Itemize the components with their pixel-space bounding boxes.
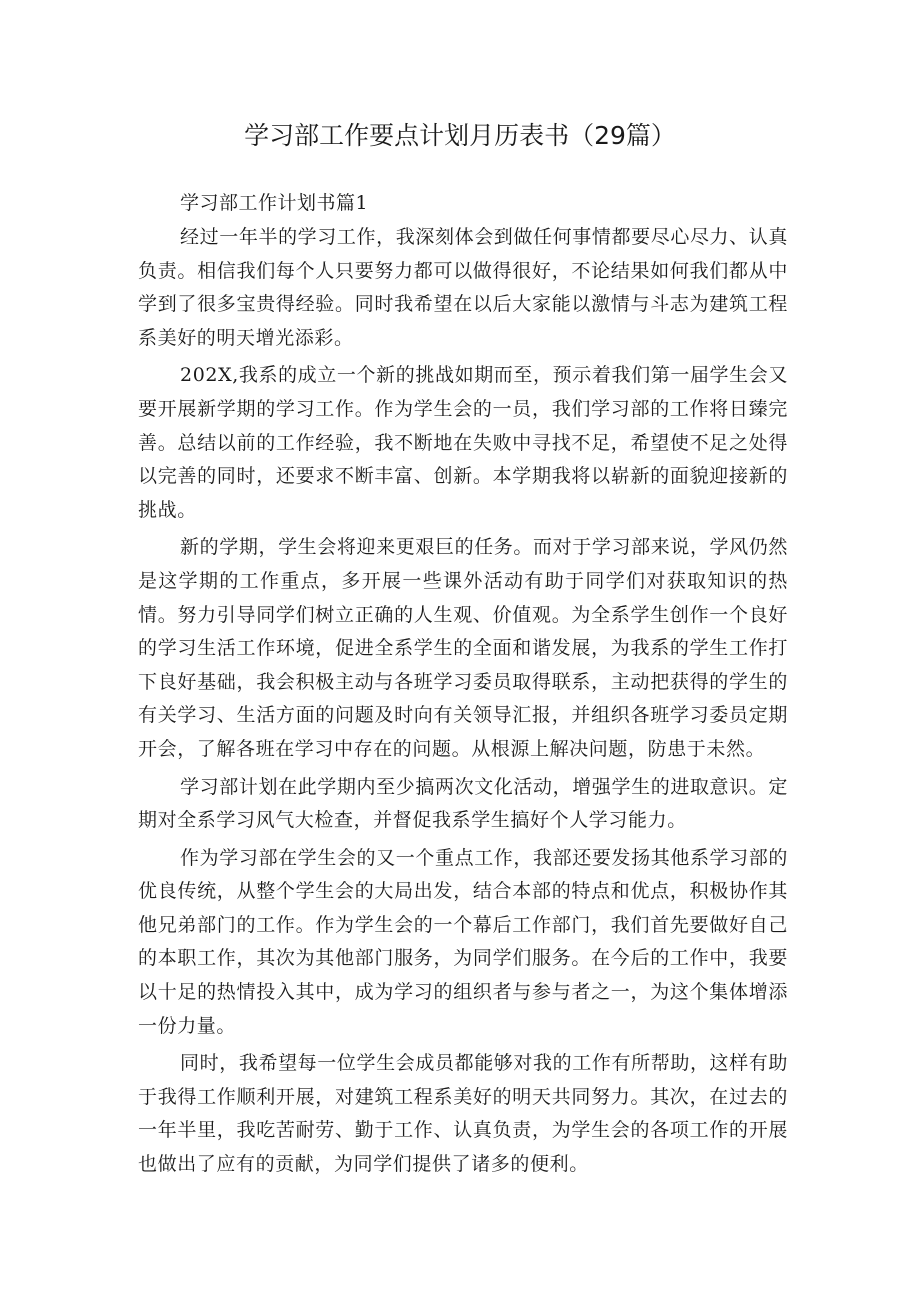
paragraph-3: 新的学期，学生会将迎来更艰巨的任务。而对于学习部来说，学风仍然是这学期的工作重点，多开展一些课外活动有助于同学们对获取知识的热情。努力引导同学们树立正确的人生观、价值观。为全系学生创作一个良好的学习生活工作环境，促进全系学生的全面和谐发展，为我系的学生工作打下良好基础，我会积极主动与各班学习委员取得联系，主动把获得的学生的有关学习、生活方面的问题及时向有关领导汇报，并组织各班学习委员定期开会，了解各班在学习中存在的问题。从根源上解决问题，防患于未然。 (138, 536, 788, 760)
paragraph-4: 学习部计划在此学期内至少搞两次文化活动，增强学生的进取意识。定期对全系学习风气大检查，并督促我系学生搞好个人学习能力。 (138, 775, 788, 832)
paragraph-6: 同时，我希望每一位学生会成员都能够对我的工作有所帮助，这样有助于我得工作顺利开展，对建筑工程系美好的明天共同努力。其次，在过去的一年半里，我吃苦耐劳、勤于工作、认真负责，为学生会的各项工作的开展也做出了应有的贡献，为同学们提供了诸多的便利。 (138, 1052, 788, 1176)
paragraph-1: 经过一年半的学习工作，我深刻体会到做任何事情都要尽心尽力、认真负责。相信我们每个人只要努力都可以做得很好，不论结果如何我们都从中学到了很多宝贵得经验。同时我希望在以后大家能以激情与斗志为建筑工程系美好的明天增光添彩。 (138, 226, 788, 349)
document-body (138, 186, 788, 1182)
paragraph-5: 作为学习部在学生会的又一个重点工作，我部还要发扬其他系学习部的优良传统，从整个学生会的大局出发，结合本部的特点和优点，积极协作其他兄弟部门的工作。作为学生会的一个幕后工作部门，我们首先要做好自己的本职工作，其次为其他部门服务，为同学们服务。在今后的工作中，我要以十足的热情投入其中，成为学习的组织者与参与者之一，为这个集体增添一份力量。 (138, 846, 788, 1037)
paragraph-2: 202X,我系的成立一个新的挑战如期而至，预示着我们第一届学生会又要开展新学期的学习工作。作为学生会的一员，我们学习部的工作将日臻完善。总结以前的工作经验，我不断地在失败中寻找不足，希望使不足之处得以完善的同时，还要求不断丰富、创新。本学期我将以崭新的面貌迎接新的挑战。 (138, 364, 788, 521)
document-title: 学习部工作要点计划月历表书（29篇） (244, 121, 676, 150)
section-heading: 学习部工作计划书篇1 (180, 192, 369, 214)
